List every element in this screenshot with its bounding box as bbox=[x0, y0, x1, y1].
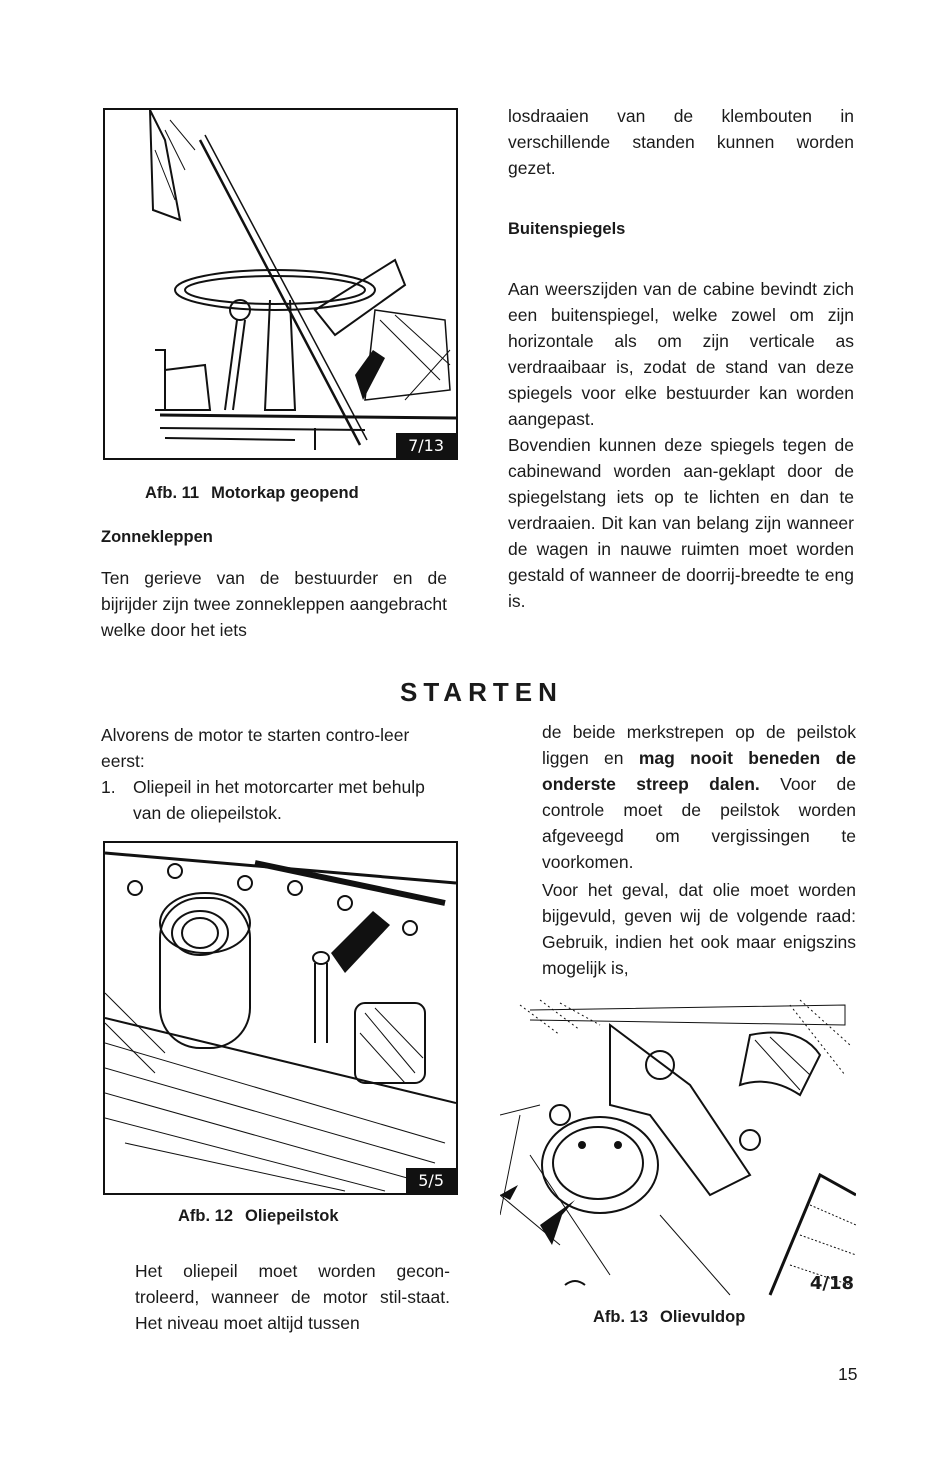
peilstok-text-b: Voor de controle moet de peilstok worden afgeveegd om vergissingen te voorkomen. bbox=[542, 774, 856, 872]
figure-13-oil-filler-cap bbox=[500, 995, 856, 1300]
buitenspiegels-text: Aan weerszijden van de cabine bevindt zich een buitenspiegel, welke zowel om zijn horizontale als om zijn verticale as verdraaibaar is, zodat de stand van deze spiegels voor elke bestuurder kan worden aangepast. bbox=[508, 279, 854, 429]
starten-intro: Alvorens de motor te starten contro-leer eerst: bbox=[101, 725, 410, 771]
buitenspiegels-heading: Buitenspiegels bbox=[508, 220, 626, 238]
arrow-icon bbox=[355, 350, 385, 400]
list-item-number: 1. bbox=[101, 777, 116, 797]
list-item-1 bbox=[101, 774, 447, 826]
list-item-text: Oliepeil in het motorcarter met behulp van de oliepeilstok. bbox=[133, 777, 425, 823]
buitenspiegels-text-2: Bovendien kunnen deze spiegels tegen de cabinewand worden aan-geklapt door de spiegelstang iets op te lichten en dan te verdraaien. Dit kan van belang zijn wanneer de wagen in nauwe ruimten moet worden gestald of wanneer de doorrij-breedte te eng is. bbox=[508, 435, 854, 611]
oliepeil-text: Het oliepeil moet worden gecon-troleerd, wanneer de motor stil-staat. Het niveau moet altijd tussen bbox=[135, 1261, 450, 1333]
zonnekleppen-heading: Zonnekleppen bbox=[101, 528, 213, 546]
peilstok-text bbox=[542, 719, 856, 875]
oil-filler-cap-illustration bbox=[500, 995, 856, 1300]
engine-hood-illustration bbox=[105, 110, 456, 458]
dipstick-illustration bbox=[105, 843, 456, 1193]
figure-12-dipstick bbox=[103, 841, 458, 1195]
caption-title: Oliepeilstok bbox=[245, 1207, 339, 1225]
page-number: 15 bbox=[838, 1364, 858, 1384]
peilstok-text-bold: mag nooit beneden de onderste streep dalen. bbox=[542, 748, 856, 794]
caption-title: Olievuldop bbox=[660, 1308, 746, 1326]
bijvullen-text: Voor het geval, dat olie moet worden bijgevuld, geven wij de volgende raad: Gebruik, indien het ook maar enigszins mogelijk is, bbox=[542, 880, 856, 978]
caption-number: Afb. 13 bbox=[593, 1308, 649, 1326]
figure-13-caption bbox=[593, 1308, 745, 1327]
caption-number: Afb. 11 bbox=[145, 484, 200, 502]
figure-11-engine-hood-open bbox=[103, 108, 458, 460]
right-text-1: losdraaien van de klembouten in verschillende standen kunnen worden gezet. bbox=[508, 106, 854, 178]
caption-title: Motorkap geopend bbox=[211, 484, 359, 502]
peilstok-text-a: de beide merkstrepen op de peilstok liggen en bbox=[542, 722, 856, 768]
zonnekleppen-text: Ten gerieve van de bestuurder en de bijrijder zijn twee zonnekleppen aangebracht welke door het iets bbox=[101, 568, 447, 640]
figure-12-caption bbox=[178, 1207, 339, 1226]
section-title: STARTEN bbox=[400, 677, 563, 707]
figure-tag: 7/13 bbox=[396, 433, 456, 458]
figure-tag: 5/5 bbox=[406, 1168, 456, 1193]
figure-tag: 4/18 bbox=[809, 1273, 854, 1294]
figure-11-caption bbox=[145, 484, 359, 503]
arrow-icon bbox=[331, 911, 390, 973]
caption-number: Afb. 12 bbox=[178, 1207, 234, 1225]
